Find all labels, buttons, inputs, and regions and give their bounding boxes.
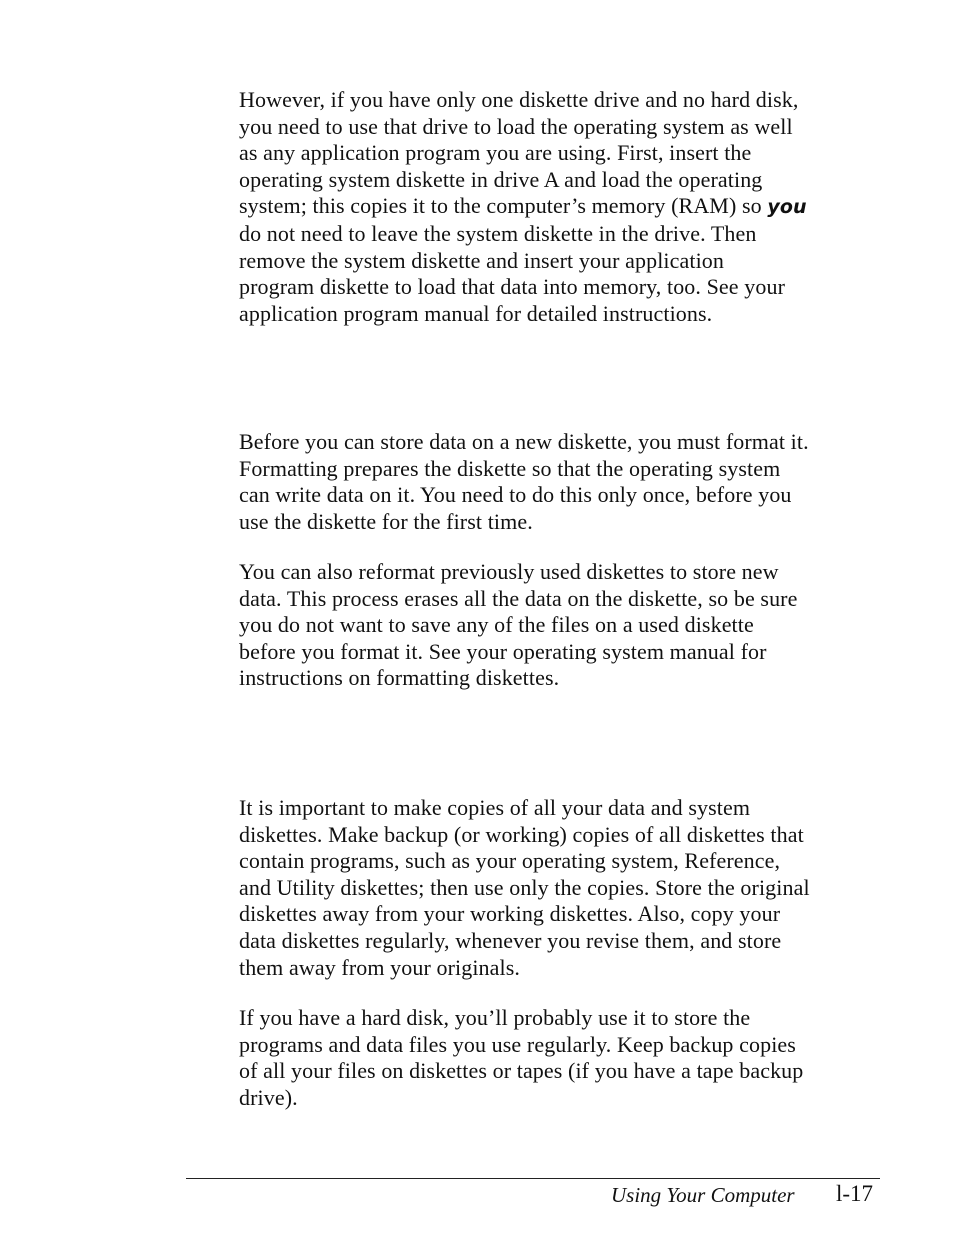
text-line: program diskette to load that data into memory, too. See your — [239, 274, 785, 300]
text-line: remove the system diskette and insert your application — [239, 247, 724, 273]
text-line: It is important to make copies of all your data and system — [239, 795, 751, 820]
text-line: diskettes away from your working diskettes. Also, copy your — [239, 901, 781, 927]
paragraph-reformat — [239, 559, 889, 692]
text-line: before you format it. See your operating system manual for — [239, 638, 767, 664]
text-line: diskettes. Make backup (or working) copies of all diskettes that — [239, 821, 804, 847]
text-line: Formatting prepares the diskette so that the operating system — [239, 455, 781, 481]
text-line: However, if you have only one diskette drive and no hard disk, — [239, 87, 799, 112]
paragraph-single-drive — [239, 87, 889, 327]
text-line: data diskettes regularly, whenever you revise them, and store — [239, 927, 782, 953]
text-line: can write data on it. You need to do this only once, before you — [239, 482, 792, 508]
page-number: l-17 — [836, 1181, 874, 1206]
text-line: operating system diskette in drive A and load the operating — [239, 166, 763, 192]
text-line: as any application program you are using. First, insert the — [239, 140, 752, 166]
text-line: and Utility diskettes; then use only the copies. Store the original — [239, 874, 810, 900]
text-line: Before you can store data on a new diskette, you must format it. — [239, 429, 809, 454]
text-line-part: system; this copies it to the computer’s memory (RAM) so — [239, 193, 762, 219]
text-line — [239, 193, 889, 221]
text-line: data. This process erases all the data on the diskette, so be sure — [239, 585, 798, 611]
text-line: of all your files on diskettes or tapes (if you have a tape backup — [239, 1058, 804, 1084]
emphasized-word: you — [767, 196, 807, 219]
text-line: instructions on formatting diskettes. — [239, 665, 560, 691]
paragraph-format-intro — [239, 429, 889, 535]
text-line: them away from your originals. — [239, 954, 520, 980]
text-line: application program manual for detailed instructions. — [239, 300, 713, 326]
paragraph-backup-copies — [239, 795, 889, 981]
text-line: If you have a hard disk, you’ll probably use it to store the — [239, 1005, 751, 1030]
text-line: use the diskette for the first time. — [239, 508, 533, 534]
footer-section-title: Using Your Computer — [611, 1183, 795, 1207]
footer-rule — [186, 1178, 880, 1179]
text-line: programs and data files you use regularly. Keep backup copies — [239, 1031, 796, 1057]
text-line: contain programs, such as your operating system, Reference, — [239, 848, 781, 874]
text-line: you do not want to save any of the files on a used diskette — [239, 612, 754, 638]
paragraph-hard-disk — [239, 1005, 889, 1111]
text-line: you need to use that drive to load the operating system as well — [239, 113, 793, 139]
text-line: You can also reformat previously used diskettes to store new — [239, 559, 779, 584]
text-line: do not need to leave the system diskette in the drive. Then — [239, 220, 757, 246]
text-line: drive). — [239, 1084, 298, 1110]
